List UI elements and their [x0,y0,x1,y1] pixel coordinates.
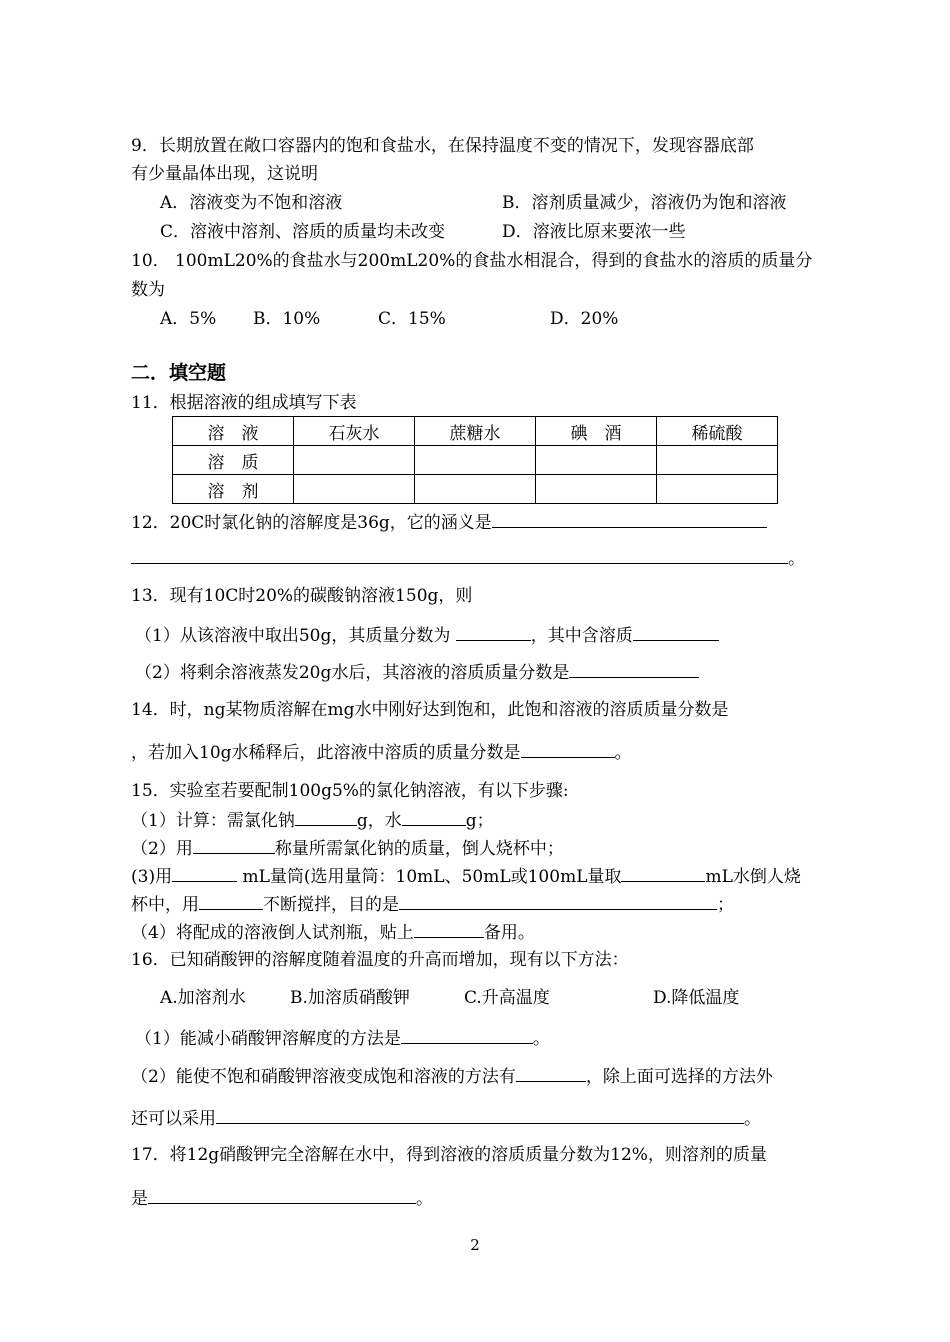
q17-line1: 17．将12g硝酸钾完全溶解在水中，得到溶液的溶质质量分数为12%，则溶剂的质量 [131,1145,767,1165]
q16-part2 [131,1064,773,1088]
q9-option-b: B．溶剂质量减少，溶液仍为饱和溶液 [502,193,787,213]
solution-table [172,416,778,504]
q17-line2-text: 是 [131,1189,148,1209]
q10-option-a: A．5% [160,309,217,329]
q16-part2-end: 。 [744,1109,761,1129]
q16-part2-text: （2）能使不饱和硝酸钾溶液变成饱和溶液的方法有 [131,1067,516,1087]
q15-blank-water[interactable] [402,808,466,826]
table-row-label: 溶 剂 [173,475,294,504]
table-blank-cell[interactable] [657,446,778,475]
q16-part2-text2: ，除上面可选择的方法外 [585,1067,773,1087]
q15-step1-text2: g，水 [356,811,402,831]
q12-line2 [131,546,805,570]
section-heading: 二．填空题 [131,362,227,384]
q15-text: 15．实验室若要配制100g5%的氯化钠溶液，有以下步骤: [131,781,569,801]
q12-text: 12．20C时氯化钠的溶解度是36g，它的涵义是 [131,513,492,533]
q15-blank-purpose[interactable] [399,892,717,910]
q15-blank-cylinder[interactable] [172,864,237,882]
q15-blank-volume[interactable] [621,864,705,882]
q15-step3-text5: 不断搅拌，目的是 [263,895,399,915]
q13-text: 13．现有10C时20%的碳酸钠溶液150g，则 [131,586,473,606]
q15-step4-text2: 备用。 [483,923,535,943]
table-header-cell: 稀硫酸 [657,417,778,446]
table-row [173,446,778,475]
q11-text: 11．根据溶液的组成填写下表 [131,393,357,413]
q15-step1-text: （1）计算：需氯化钠 [131,811,295,831]
q16-option-c: C.升高温度 [464,988,550,1008]
q15-step3-text: (3)用 [131,867,173,887]
q16-part2-cont [131,1106,761,1130]
table-header-cell: 蔗糖水 [415,417,536,446]
table-blank-cell[interactable] [415,475,536,504]
q17-line2 [131,1186,433,1210]
q15-step1 [131,808,494,832]
q13-blank-remaining[interactable] [569,660,699,678]
q16-option-d: D.降低温度 [653,988,740,1008]
table-row [173,475,778,504]
table-blank-cell[interactable] [415,446,536,475]
q15-blank-nacl[interactable] [295,808,357,826]
q13-blank-solute[interactable] [633,623,719,641]
q13-part2-text: （2）将剩余溶液蒸发20g水后，其溶液的溶质质量分数是 [135,663,570,683]
q15-step3-text3: mL水倒人烧 [705,867,801,887]
q15-step3-text6: ； [717,895,734,915]
q15-blank-label[interactable] [414,920,484,938]
q15-step3-text2: mL量筒(选用量筒：10mL、50mL或100mL量取 [237,867,622,887]
q16-part1-text: （1）能减小硝酸钾溶解度的方法是 [135,1029,401,1049]
q16-text: 16．已知硝酸钾的溶解度随着温度的升高而增加，现有以下方法： [131,950,629,970]
q13-part2 [135,660,699,684]
q9-option-d: D．溶液比原来要浓一些 [502,222,686,242]
table-blank-cell[interactable] [657,475,778,504]
page-number: 2 [470,1236,480,1254]
q15-step4 [131,920,535,944]
table-blank-cell[interactable] [294,446,415,475]
table-header-cell: 碘 酒 [536,417,657,446]
table-header-cell: 溶 液 [173,417,294,446]
q9-option-c: C．溶液中溶剂、溶质的质量均未改变 [160,222,446,242]
q16-blank-saturate[interactable] [516,1064,586,1082]
table-blank-cell[interactable] [536,446,657,475]
q10-line1: 10． 100mL20%的食盐水与200mL20%的食盐水相混合，得到的食盐水的溶质的质量分 [131,251,813,271]
table-blank-cell[interactable] [536,475,657,504]
q14-end: 。 [614,743,632,763]
table-row-label: 溶 质 [173,446,294,475]
q17-end: 。 [416,1189,433,1209]
q16-blank-methods[interactable] [401,1026,533,1044]
q10-line2: 数为 [131,280,165,300]
q13-part1-text2: ，其中含溶质 [530,626,633,646]
q13-part1-text: （1）从该溶液中取出50g，其质量分数为 [135,626,456,646]
q14-line1: 14．时，ng某物质溶解在mg水中刚好达到饱和，此饱和溶液的溶质质量分数是 [131,700,729,720]
q12-line [131,510,767,534]
q15-step2-text2: 称量所需氯化钠的质量，倒人烧杯中； [274,839,564,859]
q16-blank-other[interactable] [216,1106,744,1124]
q15-step3-cont [131,892,734,916]
q10-option-c: C．15% [378,309,446,329]
q9-line2: 有少量晶体出现，这说明 [131,164,318,184]
q15-step3 [131,864,801,888]
q12-blank[interactable] [492,510,767,528]
q16-part2-text3: 还可以采用 [131,1109,216,1129]
table-blank-cell[interactable] [294,475,415,504]
q16-option-b: B.加溶质硝酸钾 [290,988,410,1008]
q9-option-a: A．溶液变为不饱和溶液 [160,193,343,213]
q14-line2 [131,740,632,764]
q15-step1-text3: g； [465,811,494,831]
q10-option-b: B．10% [253,309,321,329]
q12-blank-continued[interactable] [131,546,788,564]
table-header-cell: 石灰水 [294,417,415,446]
q14-blank[interactable] [521,740,615,758]
q17-blank[interactable] [148,1186,416,1204]
q16-part1-end: 。 [532,1029,550,1049]
q14-line2-text: ，若加入10g水稀释后，此溶液中溶质的质量分数是 [131,743,521,763]
q16-option-a: A.加溶剂水 [160,988,246,1008]
q15-step3-text4: 杯中，用 [131,895,199,915]
q13-blank-fraction[interactable] [456,623,531,641]
q15-step2 [131,836,564,860]
q9-line1: 9．长期放置在敞口容器内的饱和食盐水，在保持温度不变的情况下，发现容器底部 [131,136,754,156]
q10-option-d: D．20% [550,309,619,329]
table-row [173,417,778,446]
q15-step2-text: （2）用 [131,839,193,859]
q12-end: 。 [788,549,805,569]
q15-step4-text: （4）将配成的溶液倒人试剂瓶，贴上 [131,923,414,943]
q15-blank-balance[interactable] [193,836,275,854]
q13-part1 [135,623,719,647]
q16-part1 [135,1026,550,1050]
q15-blank-stirrer[interactable] [199,892,263,910]
